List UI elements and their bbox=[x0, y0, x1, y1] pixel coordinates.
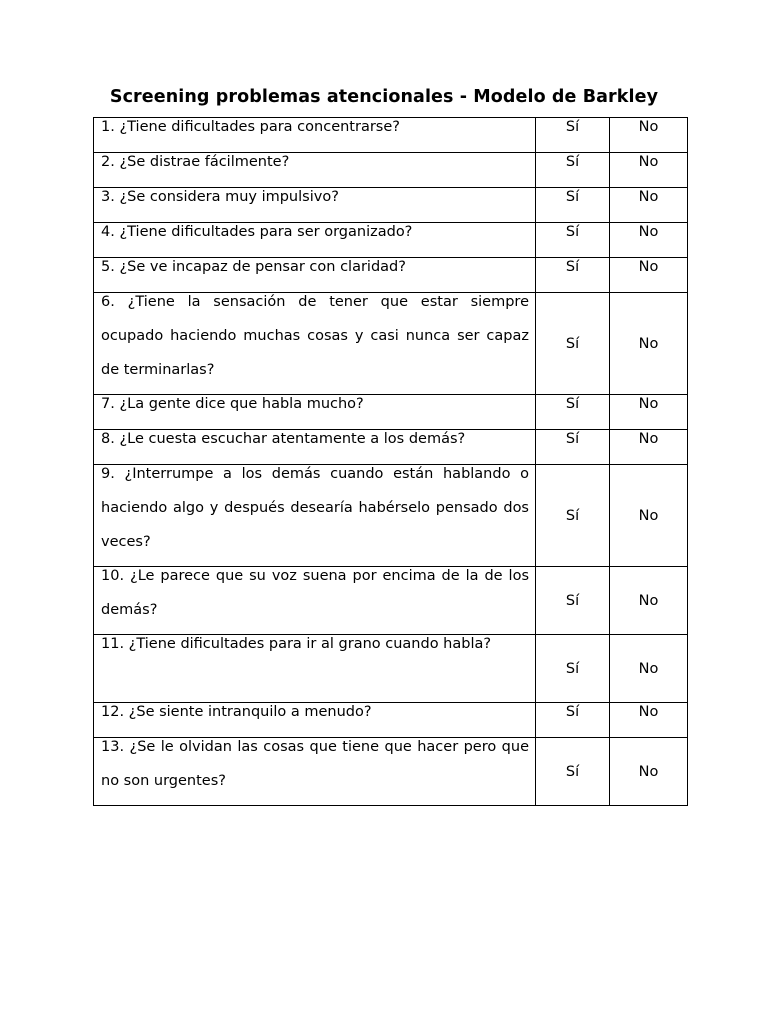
question-text: 1. ¿Tiene dificultades para concentrarse? bbox=[101, 119, 400, 135]
answer-yes-label: Sí bbox=[565, 592, 580, 609]
answer-yes-label: Sí bbox=[565, 154, 580, 170]
answer-yes-label: Sí bbox=[565, 763, 580, 780]
answer-yes-cell bbox=[536, 635, 610, 703]
question-row bbox=[94, 635, 688, 703]
question-text: 5. ¿Se ve incapaz de pensar con claridad? bbox=[101, 259, 406, 275]
answer-yes-label: Sí bbox=[565, 224, 580, 240]
question-text: 12. ¿Se siente intranquilo a menudo? bbox=[101, 704, 372, 720]
answer-no-label: No bbox=[638, 592, 659, 609]
question-text: 9. ¿Interrumpe a los demás cuando están hablando o haciendo algo y después desearía habérselo pensado dos veces? bbox=[101, 466, 529, 550]
question-text: 10. ¿Le parece que su voz suena por encima de la de los demás? bbox=[101, 568, 529, 618]
question-row bbox=[94, 293, 688, 395]
answer-yes-label: Sí bbox=[565, 431, 580, 447]
answer-yes-label: Sí bbox=[565, 396, 580, 412]
answer-no-label: No bbox=[638, 335, 659, 352]
answer-no-cell bbox=[610, 430, 688, 465]
answer-no-label: No bbox=[638, 431, 659, 447]
answer-no-label: No bbox=[638, 660, 659, 677]
answer-no-cell bbox=[610, 635, 688, 703]
question-text: 13. ¿Se le olvidan las cosas que tiene que hacer pero que no son urgentes? bbox=[101, 739, 529, 789]
question-cell bbox=[94, 465, 536, 567]
question-cell bbox=[94, 635, 536, 703]
answer-no-cell bbox=[610, 465, 688, 567]
answer-no-cell bbox=[610, 258, 688, 293]
answer-yes-cell bbox=[536, 567, 610, 635]
answer-no-cell bbox=[610, 293, 688, 395]
question-cell bbox=[94, 738, 536, 806]
answer-no-cell bbox=[610, 703, 688, 738]
question-text: 11. ¿Tiene dificultades para ir al grano cuando habla? bbox=[101, 636, 492, 652]
question-row bbox=[94, 465, 688, 567]
question-cell bbox=[94, 293, 536, 395]
question-text: 2. ¿Se distrae fácilmente? bbox=[101, 154, 290, 170]
question-row bbox=[94, 567, 688, 635]
answer-no-label: No bbox=[638, 763, 659, 780]
answer-no-label: No bbox=[638, 704, 659, 720]
answer-no-label: No bbox=[638, 119, 659, 135]
answer-yes-cell bbox=[536, 738, 610, 806]
answer-no-cell bbox=[610, 738, 688, 806]
answer-yes-cell bbox=[536, 293, 610, 395]
question-text: 7. ¿La gente dice que habla mucho? bbox=[101, 396, 364, 412]
answer-no-label: No bbox=[638, 154, 659, 170]
document-title: Screening problemas atencionales - Modelo de Barkley bbox=[109, 87, 659, 107]
answer-no-label: No bbox=[638, 507, 659, 524]
question-row bbox=[94, 738, 688, 806]
question-text: 8. ¿Le cuesta escuchar atentamente a los demás? bbox=[101, 431, 466, 447]
question-text: 3. ¿Se considera muy impulsivo? bbox=[101, 189, 339, 205]
screening-table bbox=[93, 117, 688, 806]
answer-yes-label: Sí bbox=[565, 660, 580, 677]
answer-yes-label: Sí bbox=[565, 507, 580, 524]
answer-yes-label: Sí bbox=[565, 259, 580, 275]
answer-yes-cell bbox=[536, 465, 610, 567]
answer-no-label: No bbox=[638, 259, 659, 275]
answer-yes-cell bbox=[536, 258, 610, 293]
answer-no-label: No bbox=[638, 224, 659, 240]
answer-yes-cell bbox=[536, 430, 610, 465]
question-cell bbox=[94, 567, 536, 635]
answer-yes-label: Sí bbox=[565, 704, 580, 720]
answer-yes-label: Sí bbox=[565, 189, 580, 205]
question-text: 6. ¿Tiene la sensación de tener que estar siempre ocupado haciendo muchas cosas y casi nunca ser capaz de terminarlas? bbox=[101, 294, 529, 378]
answer-yes-cell bbox=[536, 703, 610, 738]
answer-no-label: No bbox=[638, 396, 659, 412]
screening-table-body bbox=[94, 118, 688, 806]
question-text: 4. ¿Tiene dificultades para ser organizado? bbox=[101, 224, 413, 240]
answer-yes-label: Sí bbox=[565, 119, 580, 135]
answer-yes-label: Sí bbox=[565, 335, 580, 352]
answer-no-cell bbox=[610, 567, 688, 635]
answer-no-label: No bbox=[638, 189, 659, 205]
